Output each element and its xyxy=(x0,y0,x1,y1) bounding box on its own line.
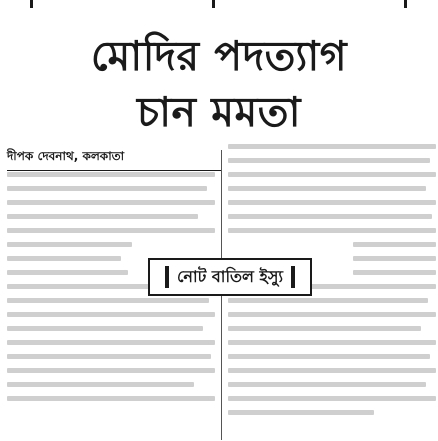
headline-line-1: মোদির পদত্যাগ xyxy=(90,32,348,80)
text-line-placeholder xyxy=(228,172,436,177)
pull-quote-text: নোট বাতিল ইস্যু xyxy=(176,266,284,286)
pull-quote-box xyxy=(148,258,312,296)
text-line-placeholder xyxy=(228,158,430,163)
top-rule xyxy=(0,0,438,10)
text-line-placeholder xyxy=(228,200,436,205)
text-line-placeholder xyxy=(353,242,436,247)
headline xyxy=(0,28,438,140)
rule-tick xyxy=(212,0,215,8)
text-line-placeholder xyxy=(228,298,428,303)
text-line-placeholder xyxy=(7,256,121,261)
text-line-placeholder xyxy=(7,228,215,233)
text-line-placeholder xyxy=(7,270,128,275)
text-line-placeholder xyxy=(228,368,436,373)
text-line-placeholder xyxy=(7,312,215,317)
text-line-placeholder xyxy=(7,382,194,387)
text-line-placeholder xyxy=(7,242,132,247)
text-line-placeholder xyxy=(228,354,430,359)
text-line-placeholder xyxy=(7,368,215,373)
text-line-placeholder xyxy=(228,340,436,345)
text-line-placeholder xyxy=(228,214,432,219)
byline: দীপক দেবনাথ, কলকাতা xyxy=(7,148,222,171)
text-line-placeholder xyxy=(228,382,426,387)
headline-line-2: চান মমতা xyxy=(137,88,301,136)
text-line-placeholder xyxy=(7,186,207,191)
rule-tick xyxy=(30,0,33,8)
text-line-placeholder xyxy=(228,326,421,331)
text-line-placeholder xyxy=(7,354,211,359)
text-line-placeholder xyxy=(7,326,203,331)
text-line-placeholder xyxy=(228,186,426,191)
text-line-placeholder xyxy=(228,396,436,401)
text-line-placeholder xyxy=(7,298,209,303)
text-line-placeholder xyxy=(7,340,215,345)
text-line-placeholder xyxy=(7,214,198,219)
pull-quote-bar xyxy=(165,266,169,288)
text-line-placeholder xyxy=(228,228,436,233)
rule-tick xyxy=(404,0,407,8)
text-line-placeholder xyxy=(228,144,436,149)
text-line-placeholder xyxy=(353,256,436,261)
text-line-placeholder xyxy=(228,312,436,317)
text-line-placeholder xyxy=(7,396,215,401)
text-line-placeholder xyxy=(7,200,215,205)
text-line-placeholder xyxy=(353,270,436,275)
pull-quote-bar xyxy=(291,266,295,288)
text-line-placeholder xyxy=(7,172,215,177)
text-line-placeholder xyxy=(228,410,374,415)
